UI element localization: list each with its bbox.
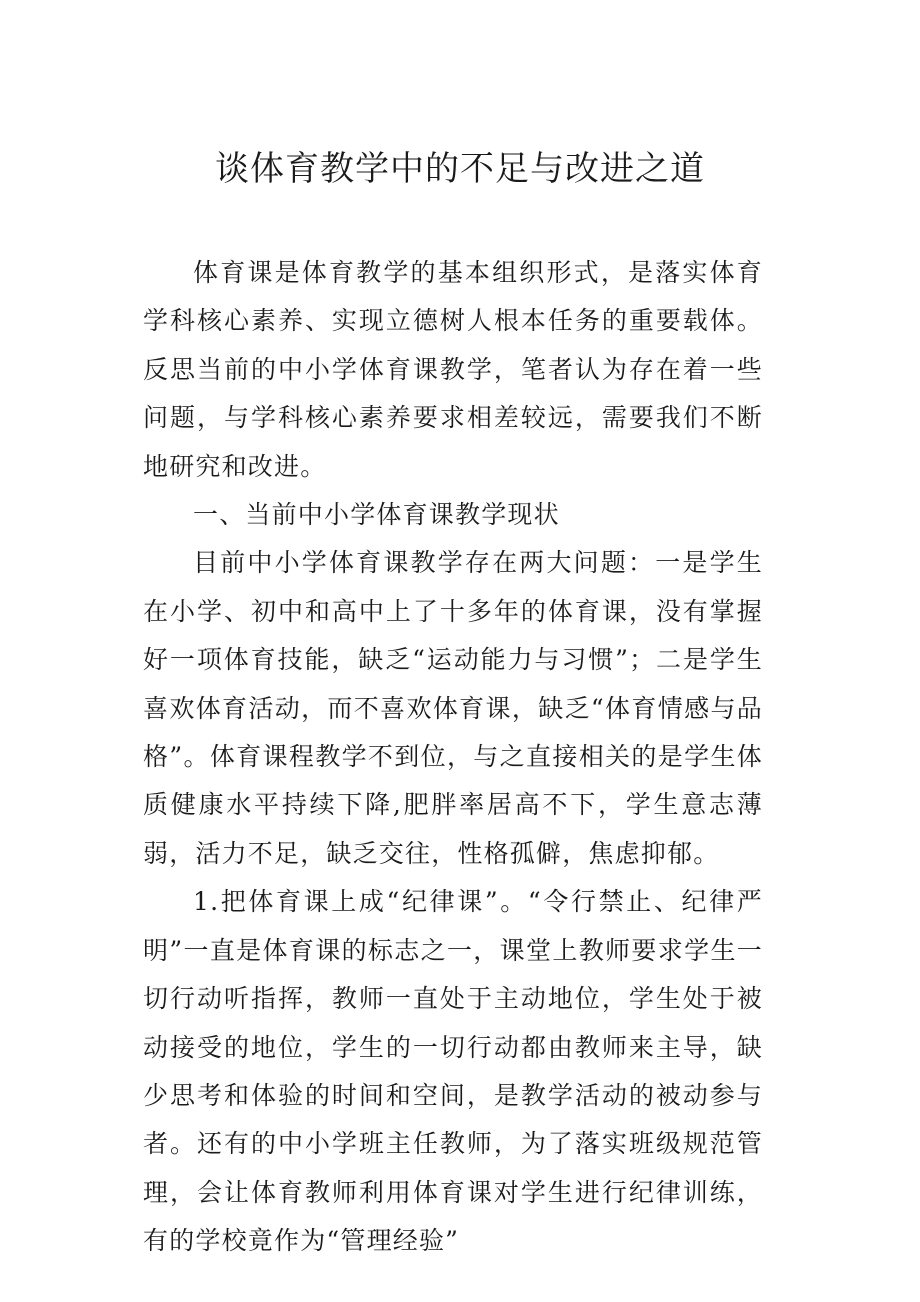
document-title: 谈体育教学中的不足与改进之道 [215, 149, 705, 189]
paragraph-discipline-class: 1.把体育课上成“纪律课”。“令行禁止、纪律严明”一直是体育课的标志之一，课堂上教师要求学生一切行动听指挥，教师一直处于主动地位，学生处于被动接受的地位，学生的一切行动都由教师来主导，缺少思考和体验的时间和空间，是教学活动的被动参与者。还有的中小学班主任教师，为了落实班级规范管理，会让体育教师利用体育课对学生进行纪律训练，有的学校竟作为“管理经验” [143, 887, 763, 1256]
paragraph-current-status: 目前中小学体育课教学存在两大问题：一是学生在小学、初中和高中上了十多年的体育课，没有掌握好一项体育技能，缺乏“运动能力与习惯”；二是学生喜欢体育活动，而不喜欢体育课，缺乏“体育情感与品格”。体育课程教学不到位，与之直接相关的是学生体质健康水平持续下降,肥胖率居高不下，学生意志薄弱，活力不足，缺乏交往，性格孤僻，焦虑抑郁。 [143, 548, 763, 868]
paragraph-intro: 体育课是体育教学的基本组织形式，是落实体育学科核心素养、实现立德树人根本任务的重要载体。反思当前的中小学体育课教学，笔者认为存在着一些问题，与学科核心素养要求相差较远，需要我们不断地研究和改进。 [143, 258, 763, 481]
section-heading: 一、当前中小学体育课教学现状 [193, 500, 560, 530]
document-body [143, 249, 763, 1266]
